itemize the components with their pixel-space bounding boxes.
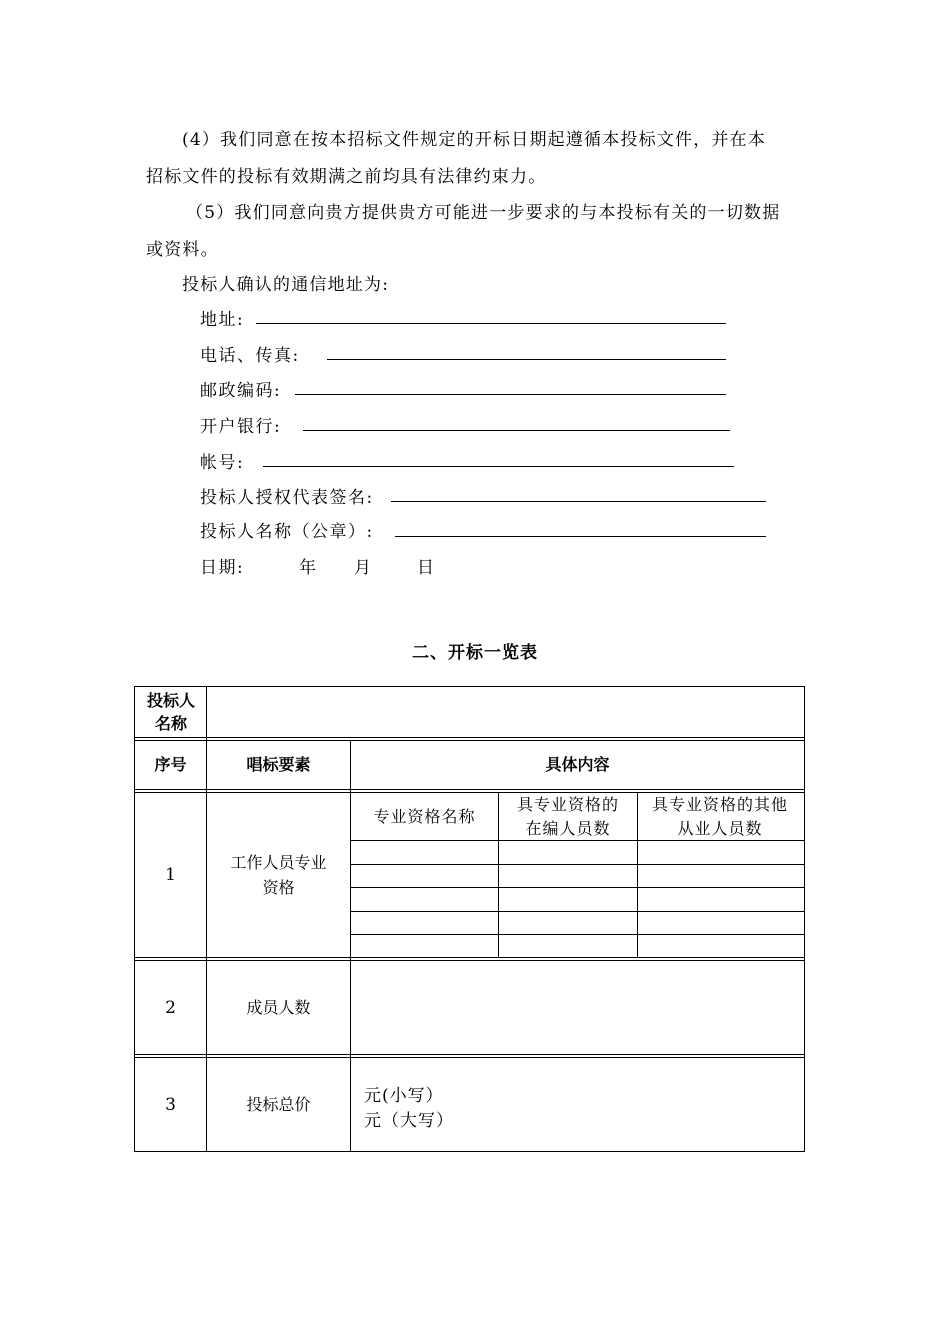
subrow-line <box>350 934 805 935</box>
row3-seq: 3 <box>165 1094 176 1115</box>
qual-name-header: 专业资格名称 <box>373 806 476 826</box>
table-border-bottom <box>134 1151 805 1152</box>
other-count-header: 具专业资格的其他从业人员数 <box>651 794 788 838</box>
subrow-line <box>350 911 805 912</box>
staff-count-header: 具专业资格的在编人员数 <box>516 794 619 838</box>
table-rule <box>134 957 805 958</box>
date-month: 月 <box>354 558 373 578</box>
signature-label: 投标人授权代表签名: <box>200 488 374 508</box>
subrow-line <box>350 887 805 888</box>
company-name-label: 投标人名称（公章）: <box>200 522 374 542</box>
row3-element: 投标总价 <box>246 1094 311 1114</box>
postcode-blank[interactable] <box>295 394 726 395</box>
company-name-blank[interactable] <box>395 536 766 537</box>
address-intro: 投标人确认的通信地址为: <box>182 275 390 295</box>
table-rule <box>134 789 805 790</box>
header-content: 具体内容 <box>545 755 610 774</box>
table-title: 二、开标一览表 <box>412 643 538 663</box>
bank-label: 开户银行: <box>200 417 282 437</box>
bank-blank[interactable] <box>303 430 730 431</box>
phone-fax-label: 电话、传真: <box>200 346 300 366</box>
table-rule <box>134 737 805 738</box>
table-rule <box>134 1054 805 1055</box>
bidder-name-value[interactable] <box>207 687 803 736</box>
table-border-right <box>804 686 805 1152</box>
total-price-lower: 元(小写） <box>364 1086 444 1106</box>
para-4-line-1: (4）我们同意在按本招标文件规定的开标日期起遵循本投标文件，并在本 <box>182 130 767 150</box>
phone-fax-blank[interactable] <box>327 359 726 360</box>
date-day: 日 <box>417 558 436 578</box>
para-5-line-2: 或资料。 <box>146 240 219 260</box>
address-label: 地址: <box>200 310 245 330</box>
row2-element: 成员人数 <box>246 997 311 1017</box>
total-price-upper: 元（大写） <box>364 1111 454 1131</box>
subrow-line <box>350 864 805 865</box>
address-blank[interactable] <box>256 323 726 324</box>
account-blank[interactable] <box>263 466 734 467</box>
para-5-line-1: （5）我们同意向贵方提供贵方可能进一步要求的与本投标有关的一切数据 <box>186 203 781 223</box>
bidder-name-label: 投标人名称 <box>146 691 195 733</box>
date-year: 年 <box>299 558 318 578</box>
para-4-line-2: 招标文件的投标有效期满之前均具有法律约束力。 <box>146 167 547 187</box>
member-count-value[interactable] <box>351 961 804 1054</box>
row1-element: 工作人员专业资格 <box>230 853 327 897</box>
account-label: 帐号: <box>200 453 245 473</box>
postcode-label: 邮政编码: <box>200 381 282 401</box>
date-label: 日期: <box>200 558 245 578</box>
header-element: 唱标要素 <box>246 755 311 774</box>
signature-blank[interactable] <box>391 501 766 502</box>
row1-seq: 1 <box>165 865 176 885</box>
header-seq: 序号 <box>154 755 187 774</box>
row2-seq: 2 <box>165 997 176 1018</box>
